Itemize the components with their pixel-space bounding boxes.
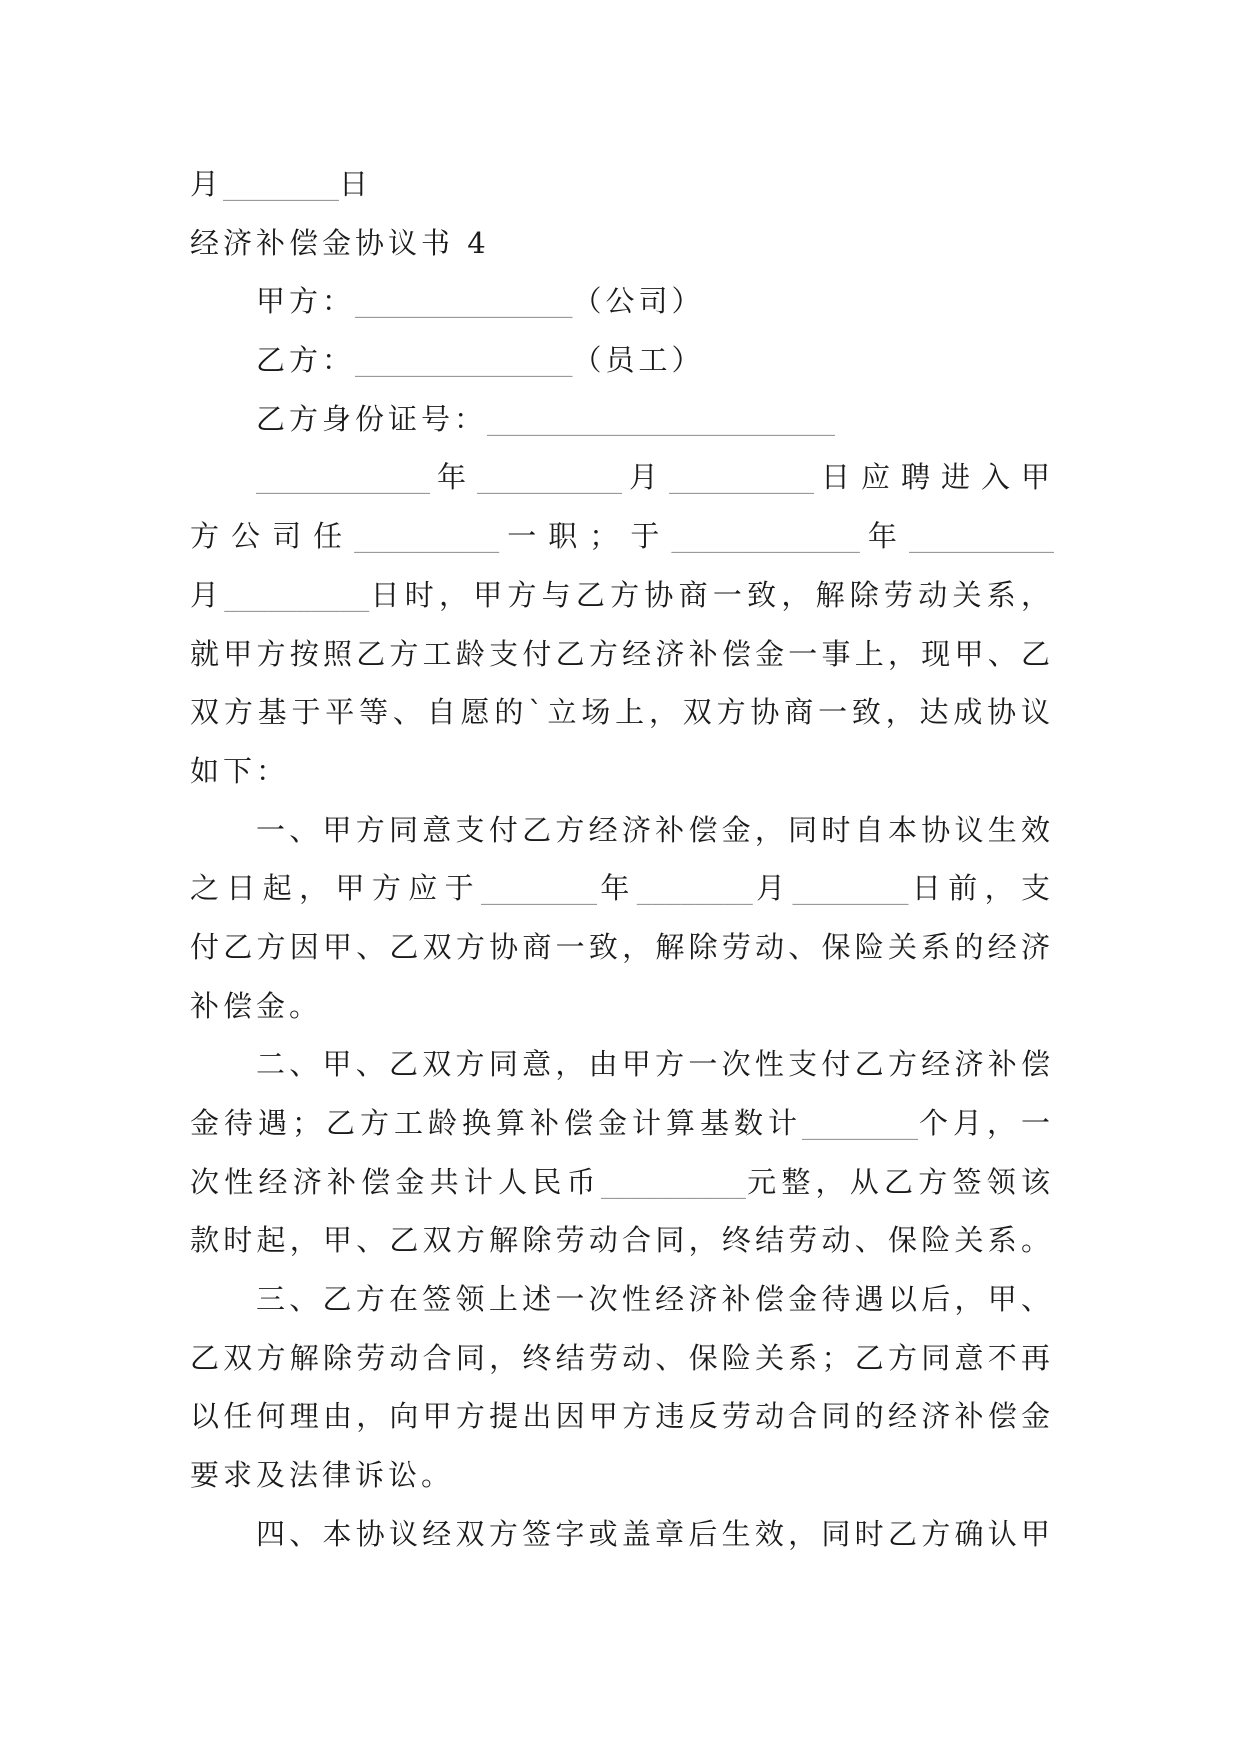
blank-field: ____________ [256, 460, 430, 495]
blank-field: __________ [669, 460, 814, 495]
clause-1-line: 补偿金。 [190, 988, 323, 1023]
clause-2-line: 二、甲、乙双方同意，由甲方一次性支付乙方经济补偿 [256, 1047, 1054, 1082]
blank-field: _______________ [355, 284, 573, 319]
intro-paragraph-line: 双方基于平等、自愿的`立场上，双方协商一致，达成协议 [190, 695, 1054, 730]
clause-1-line: 之日起，甲方应于________年________月________日前，支 [190, 871, 1054, 906]
document-page [190, 155, 1054, 1564]
clause-3-line: 三、乙方在签领上述一次性经济补偿金待遇以后，甲、 [256, 1282, 1054, 1317]
intro-paragraph-line: 月__________日时，甲方与乙方协商一致，解除劳动关系， [190, 577, 1054, 612]
blank-field: ________ [636, 871, 753, 906]
intro-paragraph-line: 如下： [190, 753, 290, 788]
blank-field: __________ [600, 1164, 746, 1199]
intro-paragraph-line: ____________年__________月__________日应聘进入甲 [256, 460, 1054, 495]
clause-3-line: 要求及法律诉讼。 [190, 1458, 455, 1493]
date-line: 月________日 [190, 167, 373, 201]
blank-field: ________ [480, 871, 597, 906]
intro-paragraph-line: 就甲方按照乙方工龄支付乙方经济补偿金一事上，现甲、乙 [190, 636, 1054, 671]
blank-field: ________ [801, 1106, 918, 1140]
blank-field: ________ [792, 871, 909, 906]
document-title: 经济补偿金协议书 4 [190, 225, 490, 260]
clause-1-line: 一、甲方同意支付乙方经济补偿金，同时自本协议生效 [256, 812, 1054, 847]
clause-1-line: 付乙方因甲、乙双方协商一致，解除劳动、保险关系的经济 [190, 929, 1054, 964]
clause-2-line: 款时起，甲、乙双方解除劳动合同，终结劳动、保险关系。 [190, 1223, 1054, 1258]
blank-field: __________ [477, 460, 622, 495]
party-b-field: 乙方：_______________（员工） [256, 343, 705, 378]
blank-field: _______________ [355, 343, 573, 378]
blank-field: ________________________ [487, 401, 836, 436]
blank-field: __________ [224, 577, 370, 612]
blank-field: __________ [908, 519, 1054, 554]
blank-field: ________ [223, 167, 340, 201]
blank-field: __________ [354, 519, 500, 554]
party-b-id-field: 乙方身份证号：________________________ [256, 401, 836, 436]
clause-4-line: 四、本协议经双方签字或盖章后生效，同时乙方确认甲 [256, 1516, 1054, 1551]
clause-3-line: 以任何理由，向甲方提出因甲方违反劳动合同的经济补偿金 [190, 1399, 1054, 1434]
intro-paragraph-line: 方公司任__________一职；于_____________年__________ [190, 519, 1054, 554]
clause-2-line: 金待遇；乙方工龄换算补偿金计算基数计________个月，一 [190, 1106, 1054, 1140]
clause-2-line: 次性经济补偿金共计人民币__________元整，从乙方签领该 [190, 1164, 1054, 1199]
clause-3-line: 乙双方解除劳动合同，终结劳动、保险关系；乙方同意不再 [190, 1340, 1054, 1375]
party-a-field: 甲方：_______________（公司） [256, 284, 705, 319]
blank-field: _____________ [671, 519, 860, 554]
